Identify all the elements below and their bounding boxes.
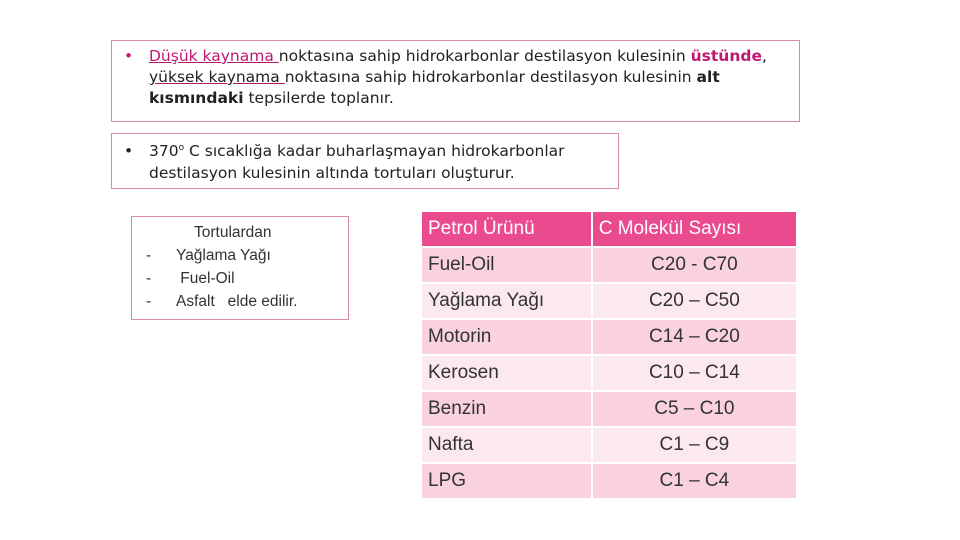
list-item-label: Fuel-Oil — [176, 270, 235, 287]
carbon-range: C14 – C20 — [592, 319, 797, 355]
low-boiling-text: Düşük kaynama — [149, 47, 279, 65]
table-row — [421, 391, 797, 427]
bottom-emphasis-2: kısmındaki — [149, 89, 244, 107]
text-segment: C sıcaklığa kadar buharlaşmayan hidrokarbonlar — [184, 142, 565, 160]
petroleum-products-table — [420, 210, 798, 500]
table-row — [421, 355, 797, 391]
dash: - — [146, 247, 152, 264]
list-item-label: Yağlama Yağı — [176, 247, 271, 264]
bottom-emphasis: alt — [696, 68, 720, 86]
residue-products-box — [131, 216, 349, 320]
text-segment: , — [761, 47, 767, 65]
list-item-label: Asfalt elde edilir. — [176, 293, 298, 310]
text-segment: destilasyon kulesinin altında tortuları oluşturur. — [149, 164, 515, 182]
table-row — [421, 247, 797, 283]
carbon-range: C20 - C70 — [592, 247, 797, 283]
degree-sup: o — [178, 142, 185, 153]
carbon-range: C20 – C50 — [592, 283, 797, 319]
product-name: Motorin — [421, 319, 592, 355]
bullet-text — [149, 140, 565, 184]
temperature-value: 370 — [149, 142, 179, 160]
product-name: LPG — [421, 463, 592, 499]
bullet-item — [124, 140, 610, 184]
table-row — [421, 319, 797, 355]
bullet-glyph: • — [124, 142, 134, 160]
carbon-range: C10 – C14 — [592, 355, 797, 391]
list-item — [138, 290, 342, 313]
product-name: Fuel-Oil — [421, 247, 592, 283]
carbon-range: C1 – C4 — [592, 463, 797, 499]
dash: - — [146, 270, 152, 287]
product-name: Nafta — [421, 427, 592, 463]
text-segment: noktasına sahip hidrokarbonlar destilasyon kulesinin — [284, 68, 697, 86]
table-header-row — [421, 211, 797, 247]
column-header-carbon-count: C Molekül Sayısı — [592, 211, 797, 247]
product-name: Yağlama Yağı — [421, 283, 592, 319]
dash: - — [146, 293, 152, 310]
top-emphasis: üstünde — [690, 47, 762, 65]
residue-note — [111, 133, 619, 189]
column-header-product: Petrol Ürünü — [421, 211, 592, 247]
list-item — [138, 244, 342, 267]
boiling-point-note — [111, 40, 800, 122]
carbon-range: C1 – C9 — [592, 427, 797, 463]
text-segment: noktasına sahip hidrokarbonlar destilasyon kulesinin — [278, 47, 691, 65]
carbon-range: C5 – C10 — [592, 391, 797, 427]
bullet-text — [149, 46, 767, 109]
table-row — [421, 463, 797, 499]
residue-heading: Tortulardan — [194, 224, 272, 241]
bullet-glyph: • — [124, 47, 134, 65]
product-name: Kerosen — [421, 355, 592, 391]
text-segment: tepsilerde toplanır. — [243, 89, 394, 107]
high-boiling-text: yüksek kaynama — [149, 68, 285, 86]
product-name: Benzin — [421, 391, 592, 427]
table-row — [421, 283, 797, 319]
bullet-item — [124, 46, 791, 109]
table-row — [421, 427, 797, 463]
list-item — [138, 267, 342, 290]
